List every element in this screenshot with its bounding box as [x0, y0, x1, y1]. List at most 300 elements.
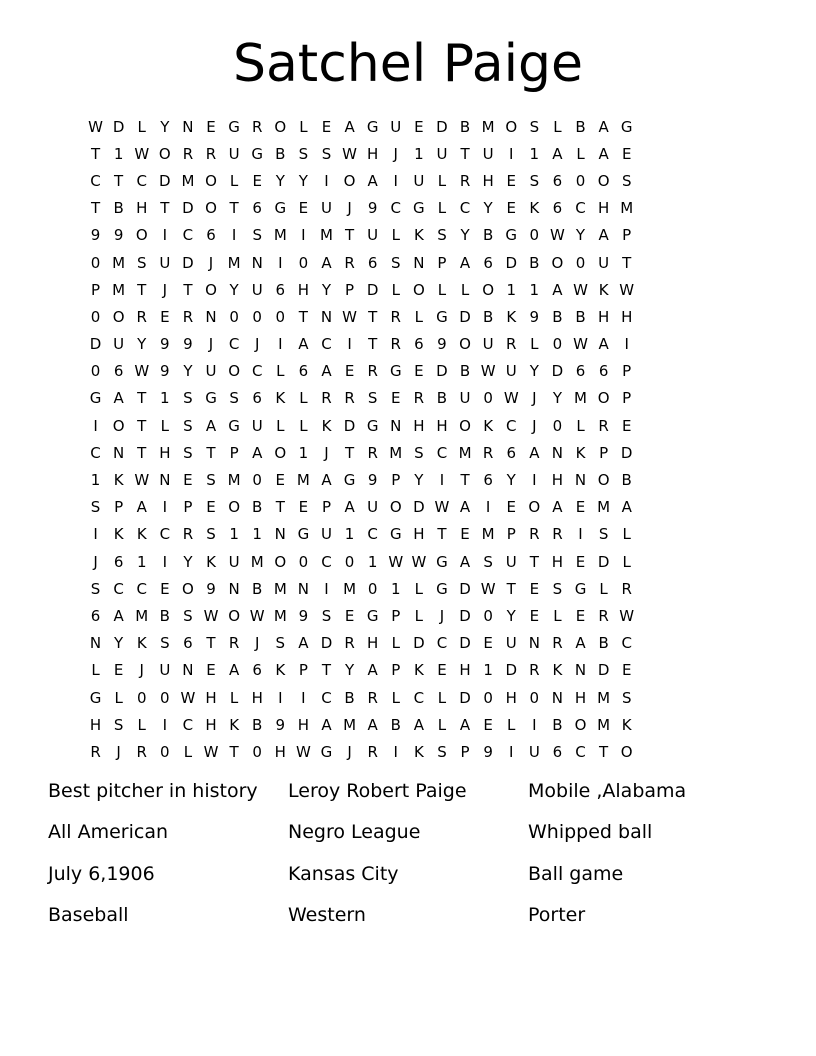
- grid-row: [84, 113, 638, 140]
- grid-letter: G: [228, 117, 240, 136]
- word-list-item: Mobile ,Alabama: [528, 780, 687, 802]
- grid-letter: C: [413, 688, 425, 707]
- grid-letter: T: [275, 498, 285, 517]
- grid-letter: D: [182, 253, 194, 272]
- grid-letter: W: [503, 389, 519, 408]
- grid-letter: M: [343, 579, 357, 598]
- grid-letter: M: [620, 199, 634, 218]
- grid-letter: C: [251, 362, 263, 381]
- grid-letter: G: [436, 552, 448, 571]
- grid-letter: I: [324, 579, 329, 598]
- grid-letter: 9: [206, 579, 216, 598]
- grid-letter: A: [321, 471, 332, 490]
- grid-letter: A: [321, 715, 332, 734]
- grid-letter: L: [391, 280, 400, 299]
- grid-letter: S: [437, 742, 447, 761]
- grid-letter: A: [344, 117, 355, 136]
- grid-letter: B: [436, 389, 448, 408]
- grid-letter: A: [298, 335, 309, 354]
- grid-letter: K: [275, 389, 286, 408]
- grid-letter: P: [321, 498, 331, 517]
- grid-letter: L: [437, 199, 447, 218]
- grid-letter: M: [481, 525, 495, 544]
- grid-letter: H: [136, 199, 148, 218]
- grid-letter: O: [112, 416, 125, 435]
- grid-letter: I: [278, 688, 283, 707]
- grid-letter: B: [344, 688, 355, 707]
- grid-letter: R: [182, 307, 194, 326]
- grid-letter: L: [553, 117, 562, 136]
- grid-letter: W: [342, 307, 357, 326]
- grid-letter: D: [597, 552, 610, 571]
- grid-letter: D: [436, 362, 448, 381]
- grid-letter: O: [597, 389, 610, 408]
- grid-letter: J: [532, 389, 537, 408]
- grid-letter: C: [436, 443, 448, 462]
- grid-letter: J: [93, 552, 98, 571]
- grid-letter: N: [297, 579, 309, 598]
- grid-letter: L: [276, 362, 285, 381]
- grid-letter: W: [619, 606, 635, 625]
- grid-letter: K: [321, 416, 332, 435]
- grid-letter: I: [231, 226, 237, 245]
- grid-letter: E: [506, 171, 516, 190]
- grid-letter: T: [344, 443, 355, 462]
- grid-letter: E: [206, 117, 216, 136]
- grid-letter: T: [622, 253, 632, 272]
- grid-letter: J: [347, 742, 352, 761]
- grid-letter: W: [388, 552, 404, 571]
- grid-letter: M: [458, 443, 472, 462]
- grid-letter: O: [574, 715, 587, 734]
- grid-letter: 6: [552, 199, 563, 218]
- word-list-item: All American: [48, 821, 169, 844]
- grid-letter: J: [347, 199, 352, 218]
- grid-letter: H: [505, 688, 517, 707]
- grid-letter: O: [228, 498, 241, 517]
- grid-letter: U: [251, 416, 263, 435]
- grid-letter: N: [574, 471, 587, 490]
- grid-row: [84, 358, 638, 385]
- grid-letter: W: [88, 117, 103, 136]
- grid-letter: W: [480, 362, 496, 381]
- grid-letter: G: [574, 579, 587, 598]
- grid-letter: A: [298, 634, 309, 653]
- grid-letter: O: [597, 171, 610, 190]
- grid-letter: S: [437, 226, 447, 245]
- grid-letter: E: [621, 661, 632, 680]
- grid-letter: 0: [90, 307, 101, 326]
- grid-letter: O: [205, 199, 217, 218]
- grid-row: [84, 195, 638, 222]
- grid-letter: R: [90, 742, 101, 761]
- grid-letter: S: [552, 579, 563, 598]
- grid-letter: 1: [113, 144, 124, 163]
- grid-letter: A: [367, 171, 378, 190]
- grid-letter: U: [459, 389, 471, 408]
- grid-letter: S: [113, 715, 124, 734]
- grid-letter: L: [437, 280, 447, 299]
- grid-letter: E: [160, 579, 170, 598]
- grid-letter: R: [344, 253, 355, 272]
- grid-letter: R: [529, 661, 540, 680]
- grid-letter: 0: [90, 362, 101, 381]
- grid-letter: T: [90, 199, 101, 218]
- grid-letter: C: [228, 335, 240, 354]
- grid-letter: P: [599, 443, 609, 462]
- grid-letter: K: [413, 226, 424, 245]
- grid-letter: I: [301, 226, 306, 245]
- grid-letter: C: [459, 199, 471, 218]
- grid-letter: 1: [90, 471, 101, 490]
- grid-letter: G: [389, 362, 402, 381]
- grid-letter: L: [229, 688, 239, 707]
- grid-letter: 0: [252, 471, 262, 490]
- grid-letter: L: [414, 307, 424, 326]
- grid-letter: G: [413, 199, 425, 218]
- grid-letter: A: [113, 389, 124, 408]
- grid-letter: O: [135, 226, 148, 245]
- grid-letter: B: [552, 307, 563, 326]
- grid-letter: S: [529, 171, 540, 190]
- grid-letter: R: [228, 634, 240, 653]
- grid-letter: 0: [252, 742, 262, 761]
- grid-letter: H: [436, 416, 448, 435]
- grid-letter: R: [344, 389, 355, 408]
- grid-letter: O: [274, 117, 287, 136]
- grid-letter: J: [254, 335, 260, 354]
- grid-letter: M: [181, 171, 195, 190]
- grid-letter: J: [324, 443, 329, 462]
- grid-letter: J: [139, 661, 144, 680]
- grid-letter: P: [298, 661, 308, 680]
- grid-letter: I: [93, 416, 98, 435]
- grid-letter: R: [506, 335, 517, 354]
- grid-letter: A: [529, 443, 540, 462]
- grid-letter: E: [506, 498, 516, 517]
- grid-letter: T: [599, 742, 609, 761]
- grid-letter: R: [367, 688, 378, 707]
- grid-letter: N: [390, 416, 402, 435]
- grid-letter: E: [506, 199, 516, 218]
- grid-letter: T: [437, 525, 447, 544]
- grid-letter: R: [552, 634, 563, 653]
- grid-letter: N: [551, 443, 564, 462]
- grid-letter: T: [160, 199, 170, 218]
- grid-letter: 1: [160, 389, 170, 408]
- grid-letter: K: [229, 715, 240, 734]
- grid-letter: M: [597, 715, 611, 734]
- grid-letter: U: [320, 525, 332, 544]
- grid-letter: I: [485, 498, 491, 517]
- grid-letter: L: [276, 416, 285, 435]
- grid-letter: G: [343, 471, 356, 490]
- grid-letter: A: [598, 335, 609, 354]
- grid-row: [84, 385, 638, 412]
- grid-letter: T: [137, 416, 147, 435]
- grid-letter: S: [183, 606, 193, 625]
- grid-letter: S: [275, 634, 286, 653]
- grid-letter: O: [182, 579, 194, 598]
- word-list-item: Western: [288, 903, 366, 926]
- grid-letter: U: [413, 171, 425, 190]
- grid-letter: K: [136, 634, 147, 653]
- grid-letter: 9: [275, 715, 286, 734]
- grid-row: [84, 276, 638, 303]
- grid-row: [84, 684, 638, 711]
- grid-letter: T: [344, 226, 355, 245]
- grid-letter: E: [206, 498, 216, 517]
- grid-letter: H: [621, 307, 633, 326]
- grid-letter: B: [459, 117, 471, 136]
- grid-letter: L: [299, 389, 308, 408]
- grid-letter: D: [459, 634, 471, 653]
- grid-letter: S: [183, 389, 193, 408]
- grid-letter: O: [597, 471, 610, 490]
- grid-letter: N: [89, 634, 102, 653]
- grid-letter: 0: [575, 171, 586, 190]
- grid-letter: 0: [344, 552, 355, 571]
- grid-letter: 0: [298, 552, 309, 571]
- grid-letter: H: [459, 661, 471, 680]
- grid-letter: H: [367, 144, 379, 163]
- grid-letter: A: [598, 117, 609, 136]
- grid-letter: Y: [321, 280, 332, 299]
- grid-letter: T: [137, 280, 147, 299]
- grid-letter: 9: [160, 362, 170, 381]
- grid-letter: M: [273, 606, 287, 625]
- grid-letter: O: [343, 171, 356, 190]
- grid-letter: E: [529, 579, 540, 598]
- grid-letter: R: [390, 307, 401, 326]
- grid-letter: E: [575, 606, 586, 625]
- grid-letter: U: [320, 199, 332, 218]
- grid-letter: B: [621, 471, 632, 490]
- grid-letter: T: [529, 552, 539, 571]
- grid-letter: L: [576, 144, 585, 163]
- grid-letter: E: [621, 144, 632, 163]
- grid-letter: C: [505, 416, 517, 435]
- grid-letter: W: [203, 742, 219, 761]
- grid-letter: G: [228, 416, 240, 435]
- grid-letter: K: [113, 525, 124, 544]
- grid-letter: M: [481, 117, 495, 136]
- grid-letter: H: [597, 199, 610, 218]
- grid-letter: I: [532, 471, 537, 490]
- grid-letter: T: [137, 443, 147, 462]
- grid-letter: Y: [137, 335, 147, 354]
- grid-letter: E: [414, 362, 424, 381]
- grid-letter: A: [113, 606, 124, 625]
- grid-letter: L: [137, 715, 146, 734]
- grid-letter: A: [205, 416, 217, 435]
- grid-letter: 1: [367, 552, 378, 571]
- grid-letter: W: [249, 606, 265, 625]
- word-list-item: Whipped ball: [528, 821, 653, 844]
- grid-letter: I: [578, 525, 583, 544]
- grid-letter: 6: [298, 362, 309, 381]
- grid-letter: I: [347, 335, 352, 354]
- grid-letter: U: [159, 253, 171, 272]
- grid-letter: E: [206, 661, 216, 680]
- grid-row: [84, 303, 638, 330]
- grid-letter: I: [324, 171, 329, 190]
- grid-letter: E: [252, 171, 262, 190]
- grid-letter: O: [459, 416, 471, 435]
- grid-letter: L: [183, 742, 193, 761]
- grid-row: [84, 466, 638, 493]
- grid-letter: E: [160, 307, 170, 326]
- grid-letter: H: [89, 715, 102, 734]
- grid-letter: R: [529, 525, 540, 544]
- grid-letter: 9: [113, 226, 124, 245]
- grid-letter: 0: [483, 389, 493, 408]
- grid-letter: H: [551, 471, 564, 490]
- grid-letter: C: [367, 525, 378, 544]
- grid-letter: N: [205, 307, 217, 326]
- grid-letter: O: [620, 742, 633, 761]
- grid-letter: G: [389, 525, 402, 544]
- grid-letter: D: [343, 416, 356, 435]
- grid-letter: T: [460, 471, 470, 490]
- grid-letter: A: [459, 552, 471, 571]
- grid-letter: I: [393, 171, 398, 190]
- grid-letter: K: [413, 661, 424, 680]
- grid-letter: O: [505, 117, 518, 136]
- grid-letter: N: [159, 471, 171, 490]
- grid-letter: H: [274, 742, 286, 761]
- grid-letter: P: [183, 498, 193, 517]
- grid-letter: I: [93, 525, 98, 544]
- grid-letter: J: [208, 253, 214, 272]
- grid-row: [84, 494, 638, 521]
- grid-letter: R: [321, 389, 332, 408]
- grid-letter: J: [116, 742, 121, 761]
- grid-letter: E: [183, 471, 193, 490]
- grid-letter: M: [273, 579, 287, 598]
- grid-letter: E: [391, 389, 401, 408]
- grid-letter: P: [622, 389, 632, 408]
- grid-letter: 1: [529, 144, 540, 163]
- grid-letter: G: [620, 117, 633, 136]
- grid-letter: J: [393, 144, 398, 163]
- grid-letter: Y: [160, 117, 170, 136]
- grid-letter: B: [552, 715, 563, 734]
- grid-letter: N: [574, 661, 587, 680]
- grid-letter: 1: [229, 525, 239, 544]
- grid-letter: E: [575, 552, 586, 571]
- grid-letter: B: [459, 362, 471, 381]
- grid-letter: I: [162, 498, 168, 517]
- grid-letter: R: [182, 144, 194, 163]
- grid-letter: O: [205, 280, 217, 299]
- grid-letter: E: [344, 606, 355, 625]
- grid-letter: G: [297, 525, 310, 544]
- grid-letter: D: [597, 661, 610, 680]
- grid-letter: S: [183, 443, 193, 462]
- grid-letter: U: [482, 335, 494, 354]
- grid-letter: 0: [160, 688, 170, 707]
- grid-letter: U: [367, 226, 379, 245]
- grid-letter: 9: [367, 199, 378, 218]
- grid-letter: S: [391, 253, 401, 272]
- grid-letter: Y: [114, 634, 124, 653]
- grid-letter: M: [597, 688, 611, 707]
- grid-letter: M: [250, 552, 264, 571]
- grid-letter: O: [228, 606, 241, 625]
- grid-row: [84, 738, 638, 765]
- grid-letter: S: [321, 144, 332, 163]
- grid-letter: J: [439, 606, 445, 625]
- grid-letter: C: [621, 634, 632, 653]
- grid-letter: D: [459, 307, 471, 326]
- grid-letter: 0: [552, 416, 563, 435]
- grid-letter: H: [297, 280, 310, 299]
- grid-letter: 6: [90, 606, 101, 625]
- grid-letter: Y: [298, 171, 308, 190]
- word-list: [48, 777, 768, 942]
- grid-letter: S: [621, 171, 632, 190]
- grid-letter: 0: [275, 307, 286, 326]
- grid-letter: O: [551, 253, 564, 272]
- grid-letter: N: [182, 117, 194, 136]
- grid-letter: K: [506, 307, 517, 326]
- grid-letter: R: [459, 171, 471, 190]
- grid-letter: L: [391, 688, 400, 707]
- grid-letter: R: [598, 416, 609, 435]
- grid-letter: A: [136, 498, 147, 517]
- grid-letter: E: [298, 199, 309, 218]
- grid-letter: K: [113, 471, 124, 490]
- grid-letter: P: [345, 280, 355, 299]
- grid-letter: W: [295, 742, 311, 761]
- grid-letter: E: [621, 416, 632, 435]
- grid-letter: C: [575, 199, 586, 218]
- grid-letter: S: [229, 389, 239, 408]
- grid-letter: O: [482, 280, 495, 299]
- grid-row: [84, 167, 638, 194]
- grid-letter: K: [206, 552, 216, 571]
- grid-letter: R: [136, 742, 147, 761]
- grid-letter: L: [91, 661, 100, 680]
- grid-letter: M: [343, 715, 357, 734]
- grid-letter: 6: [252, 661, 262, 680]
- grid-letter: I: [162, 715, 168, 734]
- grid-letter: Y: [483, 199, 493, 218]
- grid-letter: U: [367, 498, 379, 517]
- grid-letter: R: [344, 634, 355, 653]
- grid-letter: B: [159, 606, 170, 625]
- grid-letter: L: [137, 117, 146, 136]
- grid-letter: M: [112, 280, 126, 299]
- grid-letter: U: [598, 253, 610, 272]
- grid-letter: A: [459, 715, 471, 734]
- grid-letter: B: [575, 117, 586, 136]
- grid-letter: Y: [275, 171, 285, 190]
- grid-letter: S: [252, 226, 262, 245]
- grid-letter: H: [551, 552, 564, 571]
- grid-row: [84, 630, 638, 657]
- grid-letter: 0: [483, 688, 493, 707]
- grid-letter: D: [320, 634, 333, 653]
- grid-letter: U: [228, 552, 240, 571]
- grid-letter: 9: [437, 335, 447, 354]
- grid-letter: A: [621, 498, 632, 517]
- grid-letter: U: [159, 661, 171, 680]
- grid-letter: 9: [183, 335, 193, 354]
- grid-letter: H: [159, 443, 171, 462]
- grid-letter: N: [551, 688, 564, 707]
